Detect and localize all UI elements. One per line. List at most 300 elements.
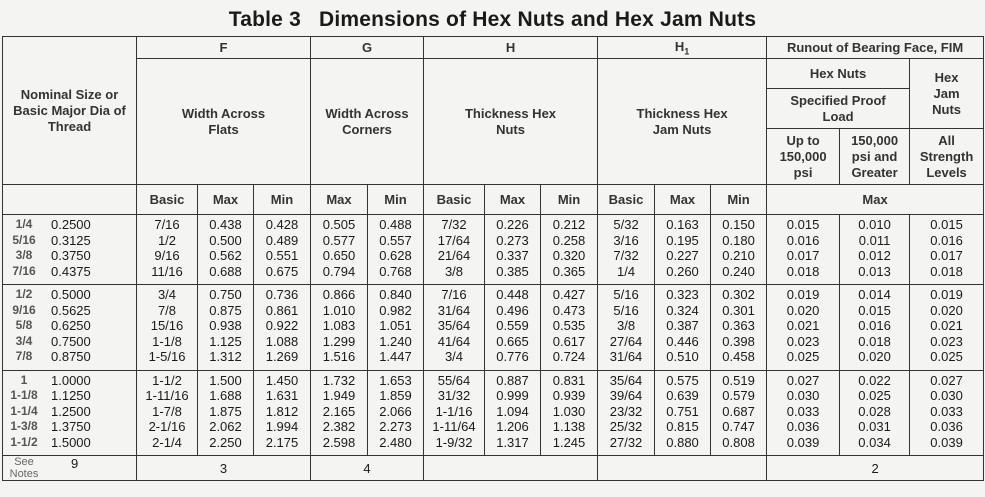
value: 7/8 bbox=[157, 302, 177, 318]
width-across-flats-header: Width Across Flats bbox=[137, 59, 311, 185]
value: 0.938 bbox=[209, 318, 242, 333]
nominal-size-entry bbox=[3, 217, 136, 233]
cell-r-up bbox=[767, 370, 840, 456]
value: 9/16 bbox=[154, 248, 180, 263]
value: 0.939 bbox=[552, 388, 586, 403]
cell-h1-basic bbox=[598, 285, 655, 371]
hex-nuts-header: Hex Nuts bbox=[767, 59, 910, 89]
value: 0.747 bbox=[722, 419, 755, 434]
H-max-header: Max bbox=[485, 185, 541, 215]
value: 1.083 bbox=[322, 318, 356, 333]
value: 1.859 bbox=[379, 388, 412, 403]
value: 1-1/16 bbox=[435, 403, 473, 419]
nominal-size-cell bbox=[3, 215, 137, 285]
cell-h-min bbox=[541, 215, 598, 285]
cell-h-max bbox=[485, 285, 541, 371]
nominal-fraction: 7/16 bbox=[12, 263, 36, 278]
value: 0.428 bbox=[265, 217, 299, 232]
value: 0.036 bbox=[930, 419, 963, 434]
value: 0.815 bbox=[666, 419, 699, 434]
cell-g-min bbox=[368, 370, 424, 456]
basic-major-dia: 1.0000 bbox=[51, 372, 91, 388]
up-to-150000-header: Up to 150,000 psi bbox=[767, 129, 840, 185]
value: 1-9/32 bbox=[435, 434, 473, 450]
cell-h-basic bbox=[424, 370, 485, 456]
cell-r-jam bbox=[910, 370, 984, 456]
value: 0.163 bbox=[666, 217, 699, 232]
nominal-size-header: Nominal Size or Basic Major Dia of Thread bbox=[3, 37, 137, 185]
basic-major-dia: 1.2500 bbox=[51, 403, 91, 419]
nominal-size-entry bbox=[3, 373, 136, 389]
value: 0.195 bbox=[666, 232, 699, 248]
value: 0.301 bbox=[722, 302, 755, 318]
value: 0.023 bbox=[930, 333, 963, 349]
cell-h1-max bbox=[655, 370, 711, 456]
value: 0.751 bbox=[666, 403, 699, 419]
H-min-header: Min bbox=[541, 185, 598, 215]
value: 0.010 bbox=[858, 217, 891, 232]
value: 0.039 bbox=[786, 434, 820, 450]
cell-r-up bbox=[767, 215, 840, 285]
value: 0.324 bbox=[666, 302, 699, 318]
value: 0.650 bbox=[322, 248, 356, 263]
cell-h-max bbox=[485, 215, 541, 285]
nominal-fraction: 1-1/4 bbox=[10, 403, 38, 418]
nominal-fraction: 5/16 bbox=[12, 232, 36, 247]
basic-major-dia: 0.5625 bbox=[51, 302, 91, 318]
notes-row bbox=[3, 456, 984, 481]
value: 0.628 bbox=[379, 248, 412, 263]
cell-h1-max bbox=[655, 215, 711, 285]
value: 2.165 bbox=[322, 403, 356, 419]
value: 0.575 bbox=[666, 372, 699, 388]
value: 0.488 bbox=[379, 217, 412, 232]
value: 0.012 bbox=[858, 248, 891, 263]
value: 0.017 bbox=[930, 248, 963, 263]
nominal-size-entry bbox=[3, 404, 136, 420]
value: 0.027 bbox=[930, 372, 963, 388]
nominal-size-entry bbox=[3, 419, 136, 435]
nominal-fraction: 1-1/8 bbox=[10, 388, 38, 402]
value: 0.776 bbox=[496, 349, 529, 364]
value: 3/16 bbox=[613, 232, 639, 248]
value: 0.258 bbox=[552, 232, 586, 248]
value: 0.150 bbox=[722, 217, 755, 232]
notes-runout: 2 bbox=[767, 456, 984, 481]
cell-f-basic bbox=[137, 215, 198, 285]
value: 0.018 bbox=[858, 333, 891, 349]
value: 2.273 bbox=[379, 419, 412, 434]
value: 0.028 bbox=[858, 403, 891, 419]
value: 1.010 bbox=[322, 302, 356, 318]
table-caption: Dimensions of Hex Nuts and Hex Jam Nuts bbox=[318, 8, 757, 31]
cell-r-gt bbox=[840, 215, 910, 285]
value: 0.736 bbox=[265, 287, 299, 302]
value: 0.034 bbox=[858, 434, 891, 450]
value: 0.240 bbox=[722, 263, 755, 279]
value: 0.639 bbox=[666, 388, 699, 403]
value: 0.226 bbox=[496, 217, 529, 232]
value: 0.831 bbox=[552, 372, 586, 388]
value: 0.665 bbox=[496, 333, 529, 349]
value: 0.999 bbox=[496, 388, 529, 403]
table-title bbox=[0, 0, 985, 36]
value: 0.033 bbox=[930, 403, 963, 419]
value: 2.066 bbox=[379, 403, 412, 419]
value: 0.861 bbox=[265, 302, 299, 318]
value: 17/64 bbox=[437, 232, 471, 248]
table-body bbox=[3, 215, 984, 456]
cell-h-basic bbox=[424, 285, 485, 371]
value: 0.675 bbox=[265, 263, 299, 279]
value: 0.017 bbox=[786, 248, 820, 263]
notes-nominal: 9 bbox=[71, 456, 79, 471]
value: 1.299 bbox=[322, 333, 356, 349]
value: 1-1/8 bbox=[152, 333, 182, 349]
value: 0.020 bbox=[786, 302, 820, 318]
value: 2-1/16 bbox=[148, 419, 186, 434]
value: 1.500 bbox=[209, 372, 242, 388]
value: 0.018 bbox=[786, 263, 820, 279]
cell-r-gt bbox=[840, 370, 910, 456]
H1-max-header: Max bbox=[655, 185, 711, 215]
value: 31/64 bbox=[609, 349, 643, 364]
nominal-size-entry bbox=[3, 233, 136, 249]
basic-major-dia: 0.3125 bbox=[51, 232, 91, 248]
value: 27/64 bbox=[609, 333, 643, 349]
value: 0.438 bbox=[209, 217, 242, 232]
value: 0.210 bbox=[722, 248, 755, 263]
value: 15/16 bbox=[150, 318, 184, 333]
value: 1.317 bbox=[496, 434, 529, 450]
value: 39/64 bbox=[609, 388, 643, 403]
value: 0.880 bbox=[666, 434, 699, 450]
value: 0.808 bbox=[722, 434, 755, 450]
value: 0.320 bbox=[552, 248, 586, 263]
nominal-fraction: 3/8 bbox=[15, 248, 33, 262]
cell-h1-max bbox=[655, 285, 711, 371]
value: 1-11/16 bbox=[145, 388, 189, 403]
value: 35/64 bbox=[609, 372, 643, 388]
value: 27/32 bbox=[609, 434, 643, 450]
cell-h-min bbox=[541, 285, 598, 371]
hex-nut-dimensions-table bbox=[2, 36, 984, 481]
value: 1.269 bbox=[265, 349, 299, 364]
cell-f-basic bbox=[137, 285, 198, 371]
value: 0.302 bbox=[722, 287, 755, 302]
value: 0.562 bbox=[209, 248, 242, 263]
value: 1.206 bbox=[496, 419, 529, 434]
value: 1.450 bbox=[265, 372, 299, 388]
size-group-row bbox=[3, 370, 984, 456]
F-min-header: Min bbox=[254, 185, 311, 215]
value: 0.982 bbox=[379, 302, 412, 318]
value: 0.020 bbox=[858, 349, 891, 364]
nominal-size-entry bbox=[3, 349, 136, 365]
basic-major-dia: 1.1250 bbox=[51, 388, 91, 403]
cell-h-min bbox=[541, 370, 598, 456]
value: 1.875 bbox=[209, 403, 242, 419]
value: 21/64 bbox=[437, 248, 471, 263]
value: 1.240 bbox=[379, 333, 412, 349]
value: 0.016 bbox=[786, 232, 820, 248]
value: 0.866 bbox=[322, 287, 356, 302]
value: 7/16 bbox=[441, 287, 467, 302]
value: 0.505 bbox=[322, 217, 356, 232]
basic-major-dia: 0.6250 bbox=[51, 318, 91, 333]
h1-subscript: 1 bbox=[684, 46, 690, 57]
value: 0.016 bbox=[858, 318, 891, 333]
value: 0.687 bbox=[722, 403, 755, 419]
value: 1.994 bbox=[265, 419, 299, 434]
value: 0.579 bbox=[722, 388, 755, 403]
value: 0.260 bbox=[666, 263, 699, 279]
value: 1.094 bbox=[496, 403, 529, 419]
value: 0.022 bbox=[858, 372, 891, 388]
value: 0.510 bbox=[666, 349, 699, 364]
value: 0.887 bbox=[496, 372, 529, 388]
nominal-size-cell bbox=[3, 370, 137, 456]
value: 0.015 bbox=[858, 302, 891, 318]
value: 0.840 bbox=[379, 287, 412, 302]
h1-base: H bbox=[674, 38, 685, 54]
value: 1.138 bbox=[552, 419, 586, 434]
value: 0.036 bbox=[786, 419, 820, 434]
value: 0.016 bbox=[930, 232, 963, 248]
cell-h1-basic bbox=[598, 215, 655, 285]
notes-G: 4 bbox=[311, 456, 424, 481]
value: 31/64 bbox=[437, 302, 471, 318]
value: 0.448 bbox=[496, 287, 529, 302]
value: 1.312 bbox=[209, 349, 242, 364]
G-min-header: Min bbox=[368, 185, 424, 215]
value: 1.125 bbox=[209, 333, 242, 349]
nominal-size-entry bbox=[3, 318, 136, 334]
thickness-hex-nuts-header: Thickness Hex Nuts bbox=[424, 59, 598, 185]
cell-g-max bbox=[311, 215, 368, 285]
value: 1-5/16 bbox=[148, 349, 186, 364]
specified-proof-load-header: Specified Proof Load bbox=[767, 89, 910, 129]
cell-r-gt bbox=[840, 285, 910, 371]
basic-major-dia: 0.3750 bbox=[51, 248, 91, 263]
all-strength-levels-header: All Strength Levels bbox=[910, 129, 984, 185]
cell-h-basic bbox=[424, 215, 485, 285]
value: 1.732 bbox=[322, 372, 356, 388]
value: 0.027 bbox=[786, 372, 820, 388]
hex-jam-nuts-header: Hex Jam Nuts bbox=[910, 59, 984, 129]
value: 0.020 bbox=[930, 302, 963, 318]
basic-major-dia: 0.7500 bbox=[51, 333, 91, 349]
cell-g-min bbox=[368, 215, 424, 285]
nominal-fraction: 1/2 bbox=[15, 287, 33, 301]
cell-f-max bbox=[198, 285, 254, 371]
nominal-size-entry bbox=[3, 435, 136, 451]
value: 0.577 bbox=[322, 232, 356, 248]
value: 0.363 bbox=[722, 318, 755, 333]
value: 2.480 bbox=[379, 434, 412, 450]
value: 7/16 bbox=[154, 217, 180, 232]
size-group-row bbox=[3, 215, 984, 285]
nominal-fraction: 1/4 bbox=[15, 217, 33, 231]
col-group-H: H bbox=[424, 37, 598, 59]
value: 1/2 bbox=[157, 232, 177, 248]
value: 1-1/2 bbox=[152, 372, 182, 388]
value: 2.598 bbox=[322, 434, 356, 450]
value: 0.013 bbox=[858, 263, 891, 279]
value: 0.535 bbox=[552, 318, 586, 333]
value: 2.382 bbox=[322, 419, 356, 434]
value: 0.617 bbox=[552, 333, 586, 349]
col-group-H1 bbox=[598, 37, 767, 59]
value: 3/8 bbox=[616, 318, 636, 333]
value: 1.631 bbox=[265, 388, 299, 403]
nominal-size-cell bbox=[3, 285, 137, 371]
value: 11/16 bbox=[151, 263, 183, 279]
value: 0.365 bbox=[552, 263, 586, 279]
value: 35/64 bbox=[437, 318, 471, 333]
F-max-header: Max bbox=[198, 185, 254, 215]
value: 0.030 bbox=[930, 388, 963, 403]
value: 0.458 bbox=[722, 349, 755, 364]
size-group-row bbox=[3, 285, 984, 371]
value: 1.812 bbox=[265, 403, 299, 419]
notes-F: 3 bbox=[137, 456, 311, 481]
runout-max-header: Max bbox=[767, 185, 984, 215]
value: 25/32 bbox=[609, 419, 643, 434]
H-basic-header: Basic bbox=[424, 185, 485, 215]
value: 5/16 bbox=[613, 287, 639, 302]
cell-h1-min bbox=[711, 215, 767, 285]
nominal-fraction: 1-1/2 bbox=[10, 434, 38, 449]
value: 2.175 bbox=[265, 434, 299, 450]
value: 0.023 bbox=[786, 333, 820, 349]
value: 0.033 bbox=[786, 403, 820, 419]
value: 2.062 bbox=[209, 419, 242, 434]
value: 0.794 bbox=[322, 263, 356, 279]
value: 0.768 bbox=[379, 263, 412, 279]
notes-H1 bbox=[598, 456, 767, 481]
basic-major-dia: 0.8750 bbox=[51, 349, 91, 364]
nominal-fraction: 7/8 bbox=[15, 349, 33, 363]
basic-major-dia: 1.5000 bbox=[51, 434, 91, 450]
value: 0.212 bbox=[552, 217, 586, 232]
value: 55/64 bbox=[437, 372, 471, 388]
cell-f-max bbox=[198, 370, 254, 456]
value: 3/4 bbox=[444, 349, 464, 364]
value: 0.025 bbox=[930, 349, 963, 364]
value: 0.025 bbox=[858, 388, 891, 403]
value: 0.015 bbox=[786, 217, 820, 232]
nominal-size-entry bbox=[3, 287, 136, 303]
value: 3/8 bbox=[444, 263, 464, 279]
basic-major-dia: 0.4375 bbox=[51, 263, 91, 279]
cell-f-basic bbox=[137, 370, 198, 456]
nominal-fraction: 9/16 bbox=[12, 302, 36, 317]
nominal-fraction: 1 bbox=[20, 372, 28, 387]
value: 0.750 bbox=[209, 287, 242, 302]
nominal-fraction: 3/4 bbox=[15, 333, 33, 348]
150000-and-greater-header: 150,000 psi and Greater bbox=[840, 129, 910, 185]
nominal-size-entry bbox=[3, 248, 136, 264]
value: 0.019 bbox=[930, 287, 963, 302]
value: 31/32 bbox=[437, 388, 471, 403]
value: 0.019 bbox=[786, 287, 820, 302]
value: 0.427 bbox=[552, 287, 586, 302]
cell-r-jam bbox=[910, 215, 984, 285]
value: 1.949 bbox=[322, 388, 356, 403]
F-basic-header: Basic bbox=[137, 185, 198, 215]
value: 0.385 bbox=[496, 263, 529, 279]
value: 1.516 bbox=[322, 349, 356, 364]
basic-major-dia: 1.3750 bbox=[51, 419, 91, 434]
value: 1.051 bbox=[379, 318, 412, 333]
value: 0.323 bbox=[666, 287, 699, 302]
thickness-hex-jam-nuts-header: Thickness Hex Jam Nuts bbox=[598, 59, 767, 185]
value: 0.014 bbox=[858, 287, 891, 302]
cell-f-max bbox=[198, 215, 254, 285]
H1-min-header: Min bbox=[711, 185, 767, 215]
nominal-fraction: 5/8 bbox=[15, 318, 33, 332]
cell-h1-min bbox=[711, 370, 767, 456]
value: 3/4 bbox=[157, 287, 177, 302]
value: 0.015 bbox=[930, 217, 963, 232]
cell-r-jam bbox=[910, 285, 984, 371]
col-group-F: F bbox=[137, 37, 311, 59]
value: 0.496 bbox=[496, 302, 529, 318]
value: 0.500 bbox=[209, 232, 242, 248]
value: 0.519 bbox=[722, 372, 755, 388]
value: 0.875 bbox=[209, 302, 242, 318]
value: 0.446 bbox=[666, 333, 699, 349]
nominal-size-entry bbox=[3, 334, 136, 350]
value: 1.088 bbox=[265, 333, 299, 349]
cell-g-min bbox=[368, 285, 424, 371]
value: 0.724 bbox=[552, 349, 586, 364]
width-across-corners-header: Width Across Corners bbox=[311, 59, 424, 185]
nominal-size-entry bbox=[3, 264, 136, 280]
value: 1-7/8 bbox=[152, 403, 182, 419]
value: 7/32 bbox=[613, 248, 639, 263]
value: 0.398 bbox=[722, 333, 755, 349]
cell-f-min bbox=[254, 285, 311, 371]
cell-g-max bbox=[311, 370, 368, 456]
value: 0.039 bbox=[930, 434, 963, 450]
value: 0.489 bbox=[265, 232, 299, 248]
value: 23/32 bbox=[609, 403, 643, 419]
runout-header: Runout of Bearing Face, FIM bbox=[767, 37, 984, 59]
value: 1.447 bbox=[379, 349, 412, 364]
table-number: Table 3 bbox=[228, 8, 301, 31]
value: 2-1/4 bbox=[152, 434, 182, 450]
cell-g-max bbox=[311, 285, 368, 371]
basic-major-dia: 0.5000 bbox=[51, 287, 91, 302]
value: 0.018 bbox=[930, 263, 963, 279]
basic-major-dia: 0.2500 bbox=[51, 217, 91, 232]
cell-f-min bbox=[254, 215, 311, 285]
value: 0.021 bbox=[786, 318, 820, 333]
value: 0.030 bbox=[786, 388, 820, 403]
value: 0.557 bbox=[379, 232, 412, 248]
cell-f-min bbox=[254, 370, 311, 456]
nominal-size-entry bbox=[3, 388, 136, 404]
cell-h1-min bbox=[711, 285, 767, 371]
notes-label: See Notes bbox=[9, 456, 39, 480]
nominal-fraction: 1-3/8 bbox=[10, 419, 38, 433]
value: 5/16 bbox=[613, 302, 639, 318]
value: 0.021 bbox=[930, 318, 963, 333]
cell-r-up bbox=[767, 285, 840, 371]
nominal-size-entry bbox=[3, 303, 136, 319]
